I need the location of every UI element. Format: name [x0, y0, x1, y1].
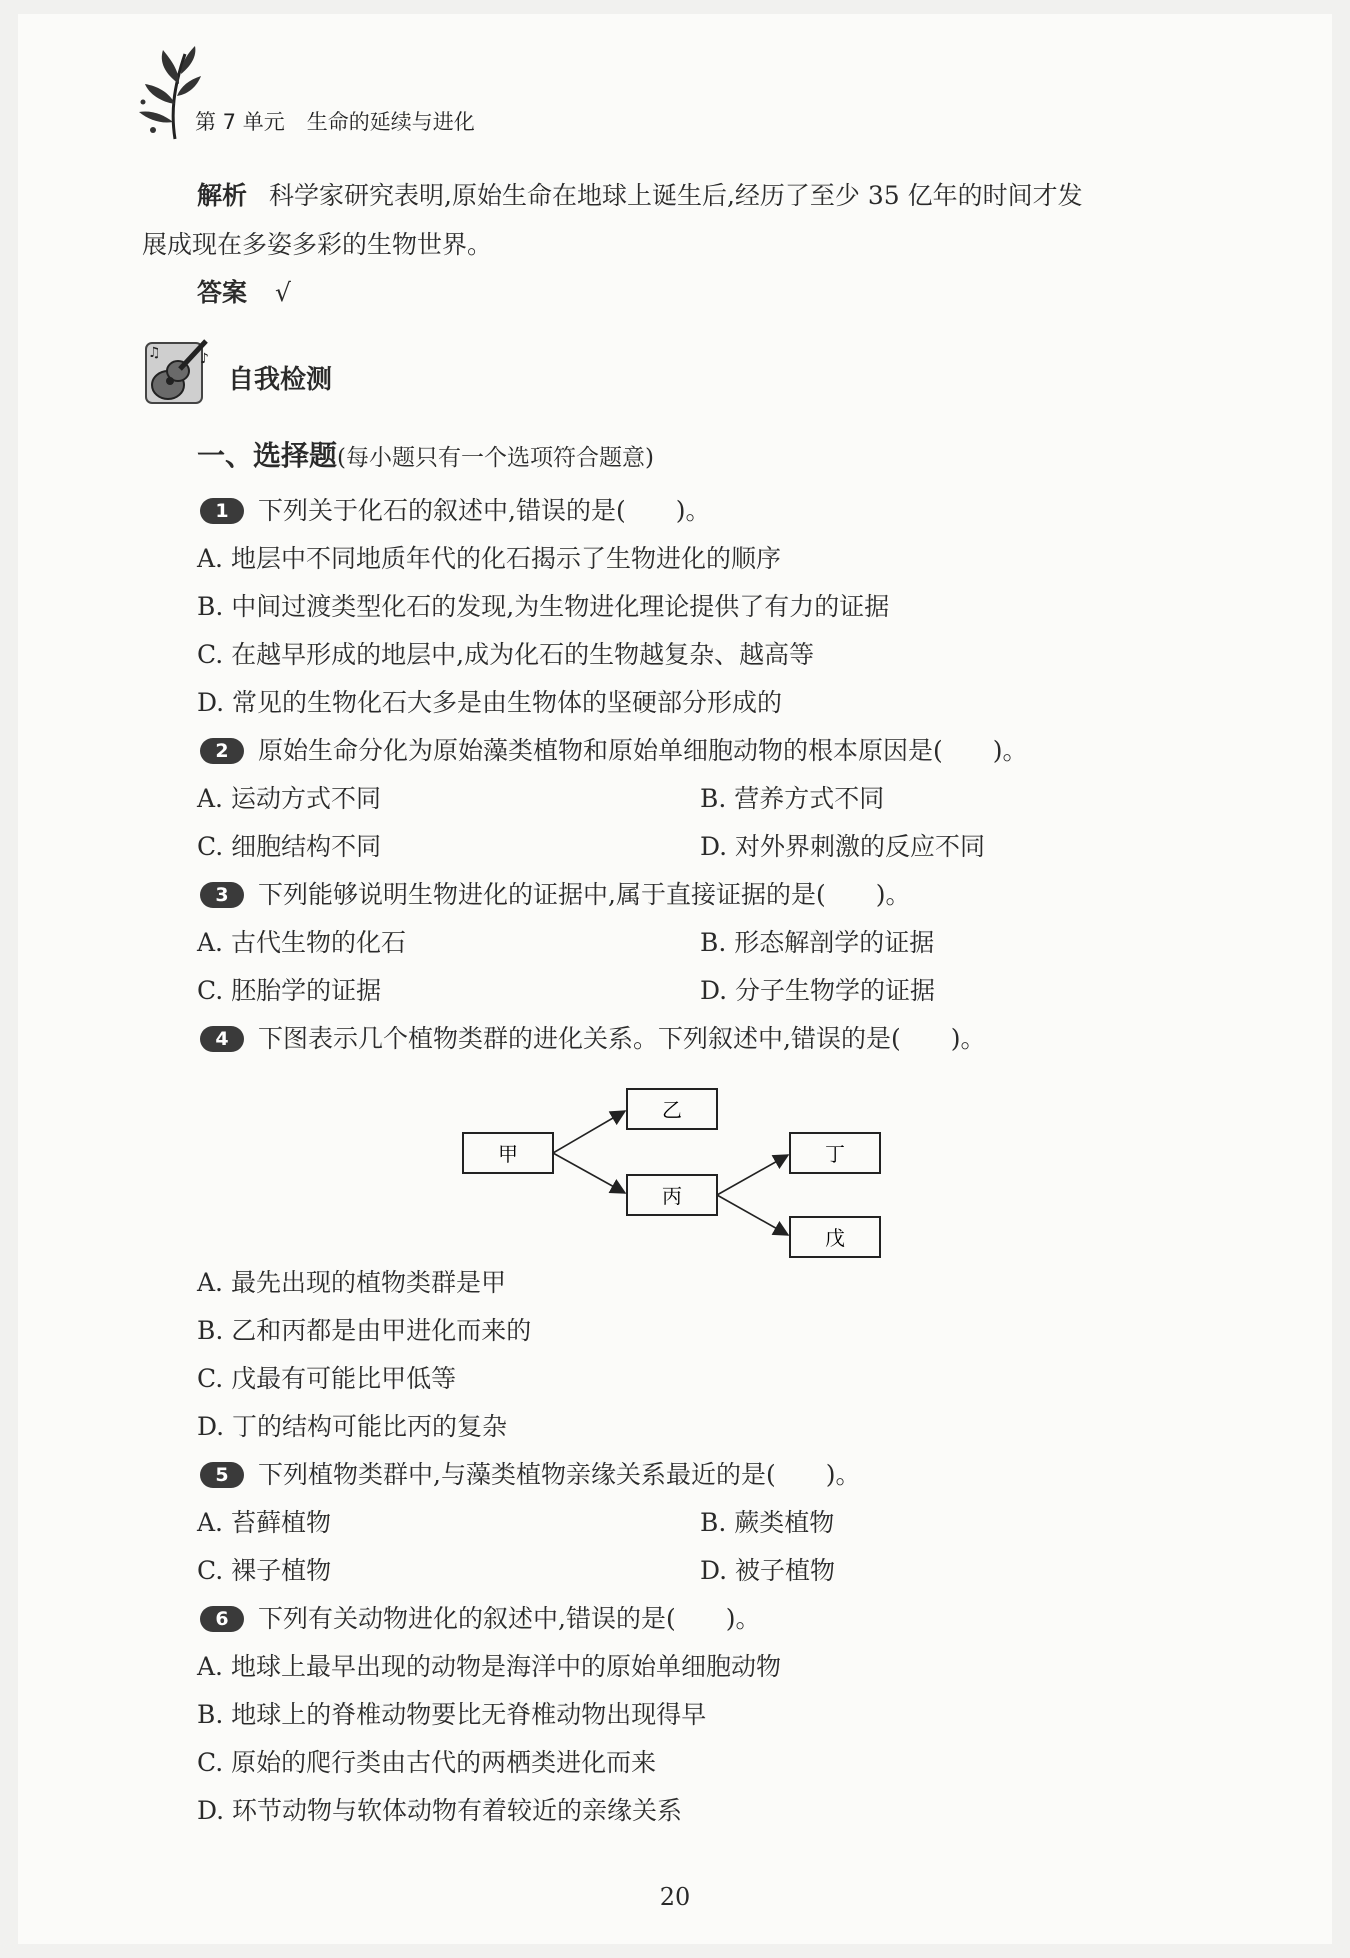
label-wu: 戊 — [825, 1226, 845, 1250]
question-5-option-a: A. 苔藓植物 — [197, 1508, 331, 1537]
question-2 — [200, 738, 1028, 766]
question-6 — [200, 1606, 760, 1634]
arrow-jia-bing — [553, 1153, 625, 1193]
guitar-icon — [140, 333, 216, 413]
question-5-option-b: B. 蕨类植物 — [700, 1508, 835, 1537]
question-3-option-c: C. 胚胎学的证据 — [197, 976, 382, 1005]
label-ding: 丁 — [825, 1142, 845, 1166]
question-4-stem: 下图表示几个植物类群的进化关系。下列叙述中,错误的是( )。 — [258, 1024, 986, 1053]
question-4-option-a: A. 最先出现的植物类群是甲 — [197, 1268, 506, 1297]
question-2-stem: 原始生命分化为原始藻类植物和原始单细胞动物的根本原因是( )。 — [258, 736, 1028, 765]
question-number-1: 1 — [200, 498, 244, 524]
question-3-option-a: A. 古代生物的化石 — [197, 928, 406, 957]
question-4-option-b: B. 乙和丙都是由甲进化而来的 — [197, 1316, 532, 1345]
analysis-line-1 — [197, 183, 1083, 208]
question-2-option-d: D. 对外界刺激的反应不同 — [700, 832, 986, 861]
unit-title: 生命的延续与进化 — [306, 110, 475, 134]
question-6-option-b: B. 地球上的脊椎动物要比无脊椎动物出现得早 — [197, 1700, 707, 1729]
question-number-5: 5 — [200, 1462, 244, 1488]
label-yi: 乙 — [662, 1098, 682, 1122]
question-2-option-a: A. 运动方式不同 — [197, 784, 381, 813]
question-2-option-c: C. 细胞结构不同 — [197, 832, 382, 861]
part-1-note: (每小题只有一个选项符合题意) — [337, 445, 654, 471]
analysis-text-1: 科学家研究表明,原始生命在地球上诞生后,经历了至少 35 亿年的时间才发 — [269, 181, 1083, 210]
evolution-diagram — [460, 1085, 890, 1265]
question-4 — [200, 1026, 985, 1054]
part-1-title: 一、选择题 — [197, 439, 338, 472]
question-6-option-a: A. 地球上最早出现的动物是海洋中的原始单细胞动物 — [197, 1652, 781, 1681]
label-bing: 丙 — [662, 1184, 682, 1208]
arrow-jia-yi — [553, 1111, 625, 1153]
question-3 — [200, 882, 910, 910]
question-1 — [200, 498, 710, 526]
label-jia: 甲 — [498, 1142, 518, 1166]
svg-text:♫: ♫ — [148, 345, 161, 361]
page-number: 20 — [659, 1883, 691, 1911]
self-test-title: 自我检测 — [228, 365, 333, 395]
question-2-option-b: B. 营养方式不同 — [700, 784, 885, 813]
svg-text:♪: ♪ — [200, 351, 209, 367]
question-number-4: 4 — [200, 1026, 244, 1052]
question-1-stem: 下列关于化石的叙述中,错误的是( )。 — [258, 496, 711, 525]
question-5-option-c: C. 裸子植物 — [197, 1556, 332, 1585]
question-3-option-b: B. 形态解剖学的证据 — [700, 928, 935, 957]
question-5-stem: 下列植物类群中,与藻类植物亲缘关系最近的是( )。 — [258, 1460, 861, 1489]
question-6-stem: 下列有关动物进化的叙述中,错误的是( )。 — [258, 1604, 761, 1633]
question-3-option-d: D. 分子生物学的证据 — [700, 976, 936, 1005]
analysis-text-2: 展成现在多姿多彩的生物世界。 — [142, 230, 493, 259]
analysis-label: 解析 — [197, 181, 248, 210]
question-number-3: 3 — [200, 882, 244, 908]
answer-line — [197, 280, 291, 305]
page-header — [135, 44, 535, 144]
unit-label: 第 7 单元 — [195, 110, 285, 134]
question-number-6: 6 — [200, 1606, 244, 1632]
question-number-2: 2 — [200, 738, 244, 764]
self-test-heading — [140, 333, 440, 413]
answer-value: √ — [275, 278, 291, 307]
question-4-option-c: C. 戊最有可能比甲低等 — [197, 1364, 457, 1393]
question-3-stem: 下列能够说明生物进化的证据中,属于直接证据的是( )。 — [258, 880, 911, 909]
question-1-option-a: A. 地层中不同地质年代的化石揭示了生物进化的顺序 — [197, 544, 781, 573]
question-1-option-b: B. 中间过渡类型化石的发现,为生物进化理论提供了有力的证据 — [197, 592, 890, 621]
question-1-option-c: C. 在越早形成的地层中,成为化石的生物越复杂、越高等 — [197, 640, 815, 669]
question-4-option-d: D. 丁的结构可能比丙的复杂 — [197, 1412, 508, 1441]
answer-label: 答案 — [197, 278, 248, 307]
arrow-bing-wu — [717, 1195, 788, 1235]
arrow-bing-ding — [717, 1155, 788, 1195]
question-6-option-d: D. 环节动物与软体动物有着较近的亲缘关系 — [197, 1796, 683, 1825]
part-1-heading — [197, 439, 654, 472]
unit-heading — [195, 106, 475, 136]
question-1-option-d: D. 常见的生物化石大多是由生物体的坚硬部分形成的 — [197, 688, 783, 717]
question-5-option-d: D. 被子植物 — [700, 1556, 836, 1585]
question-5 — [200, 1462, 860, 1490]
question-6-option-c: C. 原始的爬行类由古代的两栖类进化而来 — [197, 1748, 657, 1777]
